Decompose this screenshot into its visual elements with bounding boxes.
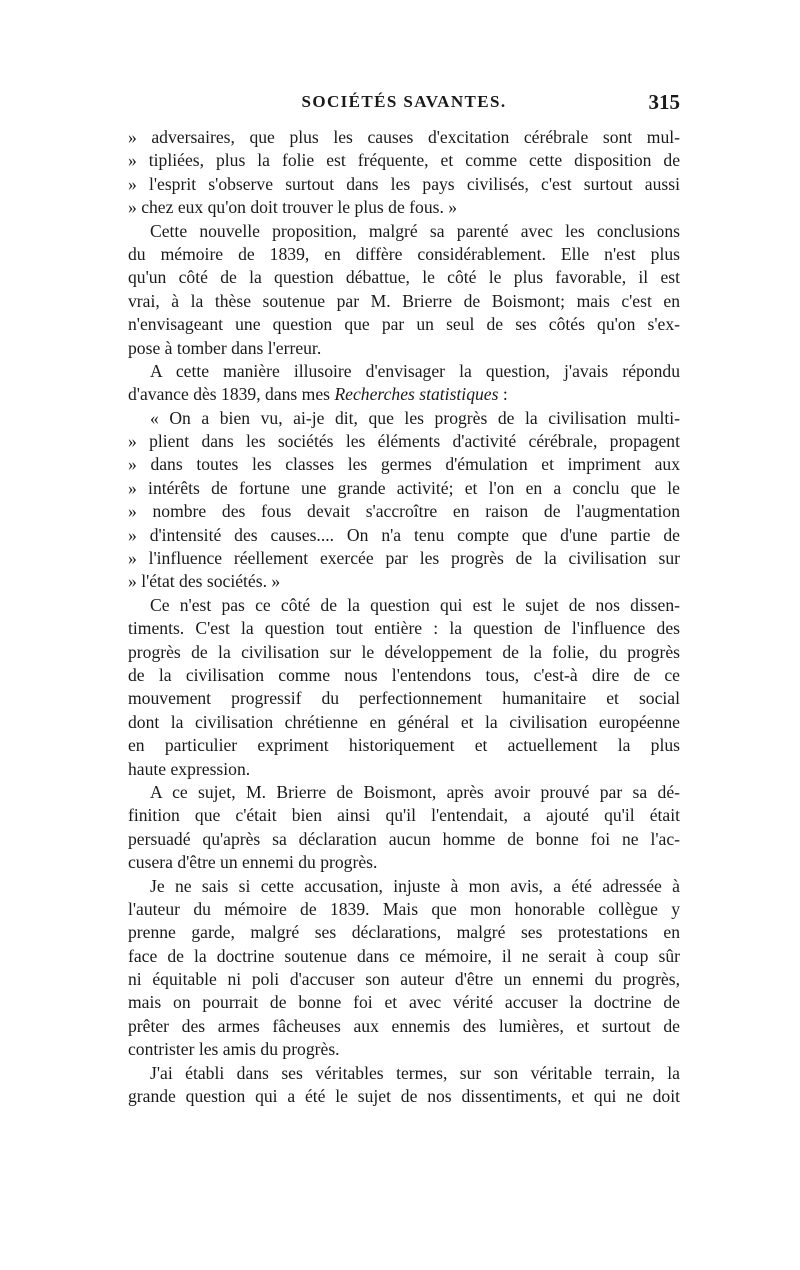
text-line: [128, 430, 680, 453]
text-line: [128, 617, 680, 640]
text-line-content: l'auteur du mémoire de 1839. Mais que mon honorable collègue y: [128, 898, 680, 919]
text-line-content: » tipliées, plus la folie est fréquente, et comme cette disposition de: [128, 150, 680, 171]
text-line: [128, 641, 680, 664]
text-line-content: Cette nouvelle proposition, malgré sa parenté avec les conclusions: [150, 220, 680, 241]
text-line-content: mais on pourrait de bonne foi et avec vérité accuser la doctrine de: [128, 992, 680, 1013]
text-line-content: « On a bien vu, ai-je dit, que les progrès de la civilisation multi-: [150, 407, 680, 428]
text-line: [128, 196, 680, 219]
text-line: [128, 360, 680, 383]
text-line: [128, 524, 680, 547]
text-line: [128, 313, 680, 336]
text-line: [128, 804, 680, 827]
text-line: [128, 1015, 680, 1038]
text-line-content: prenne garde, malgré ses déclarations, malgré ses protestations en: [128, 922, 680, 943]
text-line-content: timents. C'est la question tout entière : la question de l'influence des: [128, 618, 680, 639]
text-line-content: persuadé qu'après sa déclaration aucun homme de bonne foi ne l'ac-: [128, 828, 680, 849]
text-line-content: » dans toutes les classes les germes d'émulation et impriment aux: [128, 454, 680, 475]
text-line-content: » l'état des sociétés. »: [128, 571, 281, 592]
text-line: [128, 149, 680, 172]
text-line: [128, 991, 680, 1014]
text-line-content: » l'esprit s'observe surtout dans les pays civilisés, c'est surtout aussi: [128, 173, 680, 194]
text-line-suffix: :: [498, 384, 508, 405]
body-text: [128, 126, 680, 1108]
text-line-content: » nombre des fous devait s'accroître en raison de l'augmentation: [128, 501, 680, 522]
italic-title: Recherches statistiques: [334, 384, 499, 405]
text-line: [128, 337, 680, 360]
text-line-content: pose à tomber dans l'erreur.: [128, 337, 322, 358]
text-line: [128, 968, 680, 991]
text-line-content: ni équitable ni poli d'accuser son auteur d'être un ennemi du progrès,: [128, 969, 680, 990]
text-line-content: » d'intensité des causes.... On n'a tenu compte que d'une partie de: [128, 524, 680, 545]
text-line: [128, 243, 680, 266]
text-line-content: de la civilisation comme nous l'entendons tous, c'est-à dire de ce: [128, 664, 680, 685]
text-line: [128, 220, 680, 243]
text-line: [128, 898, 680, 921]
text-line: [128, 126, 680, 149]
text-line: [128, 547, 680, 570]
text-line: [128, 1062, 680, 1085]
text-line: [128, 1038, 680, 1061]
text-line-content: vrai, à la thèse soutenue par M. Brierre de Boismont; mais c'est en: [128, 290, 680, 311]
text-line-content: grande question qui a été le sujet de nos dissentiments, et qui ne doit: [128, 1086, 680, 1107]
text-line: [128, 453, 680, 476]
text-line-content: » l'influence réellement exercée par les progrès de la civilisation sur: [128, 548, 680, 569]
text-line: [128, 687, 680, 710]
text-line: [128, 383, 680, 406]
text-line-content: face de la doctrine soutenue dans ce mémoire, il ne serait à coup sûr: [128, 945, 680, 966]
text-line-content: » chez eux qu'on doit trouver le plus de fous. »: [128, 197, 458, 218]
text-line-content: A cette manière illusoire d'envisager la question, j'avais répondu: [150, 360, 680, 381]
text-line-content: prêter des armes fâcheuses aux ennemis des lumières, et surtout de: [128, 1015, 680, 1036]
text-line-content: Je ne sais si cette accusation, injuste à mon avis, a été adressée à: [150, 875, 680, 896]
page-header: [128, 92, 680, 118]
text-line-content: n'envisageant une question que par un seul de ses côtés qu'on s'ex-: [128, 314, 680, 335]
text-line: [128, 711, 680, 734]
text-line: [128, 851, 680, 874]
text-line: [128, 570, 680, 593]
text-line: [128, 500, 680, 523]
text-line: [128, 594, 680, 617]
page-number: 315: [648, 90, 680, 114]
text-line: [128, 664, 680, 687]
text-line: [128, 781, 680, 804]
text-line: [128, 921, 680, 944]
text-line-content: » adversaires, que plus les causes d'excitation cérébrale sont mul-: [128, 127, 680, 147]
text-line: [128, 477, 680, 500]
text-line-content: Ce n'est pas ce côté de la question qui est le sujet de nos dissen-: [150, 594, 680, 615]
text-line: [128, 734, 680, 757]
text-line-content: » intérêts de fortune une grande activité; et l'on en a conclu que le: [128, 477, 680, 498]
text-line-content: progrès de la civilisation sur le développement de la folie, du progrès: [128, 641, 680, 662]
text-line-content: finition que c'était bien ainsi qu'il l'entendait, a ajouté qu'il était: [128, 805, 680, 826]
text-line: [128, 266, 680, 289]
text-line: [128, 758, 680, 781]
text-line-content: cusera d'être un ennemi du progrès.: [128, 852, 378, 873]
text-line: [128, 290, 680, 313]
text-line-content: haute expression.: [128, 758, 251, 779]
text-line-content: en particulier expriment historiquement et actuellement la plus: [128, 735, 680, 756]
text-line: [128, 875, 680, 898]
text-line: [128, 407, 680, 430]
text-line-content: d'avance dès 1839, dans mes: [128, 384, 331, 405]
text-line-content: dont la civilisation chrétienne en général et la civilisation européenne: [128, 711, 680, 732]
text-line-content: qu'un côté de la question débattue, le côté le plus favorable, il est: [128, 267, 680, 288]
text-line-content: du mémoire de 1839, en diffère considérablement. Elle n'est plus: [128, 243, 680, 264]
text-line-content: » plient dans les sociétés les éléments d'activité cérébrale, propagent: [128, 431, 680, 452]
running-head: SOCIÉTÉS SAVANTES.: [301, 92, 507, 111]
text-line-content: mouvement progressif du perfectionnement humanitaire et social: [128, 688, 680, 709]
text-line-content: contrister les amis du progrès.: [128, 1039, 340, 1060]
text-line-content: A ce sujet, M. Brierre de Boismont, après avoir prouvé par sa dé-: [150, 781, 680, 802]
text-line: [128, 1085, 680, 1108]
text-line: [128, 828, 680, 851]
text-line-content: J'ai établi dans ses véritables termes, sur son véritable terrain, la: [150, 1062, 680, 1083]
text-line: [128, 945, 680, 968]
text-line: [128, 173, 680, 196]
